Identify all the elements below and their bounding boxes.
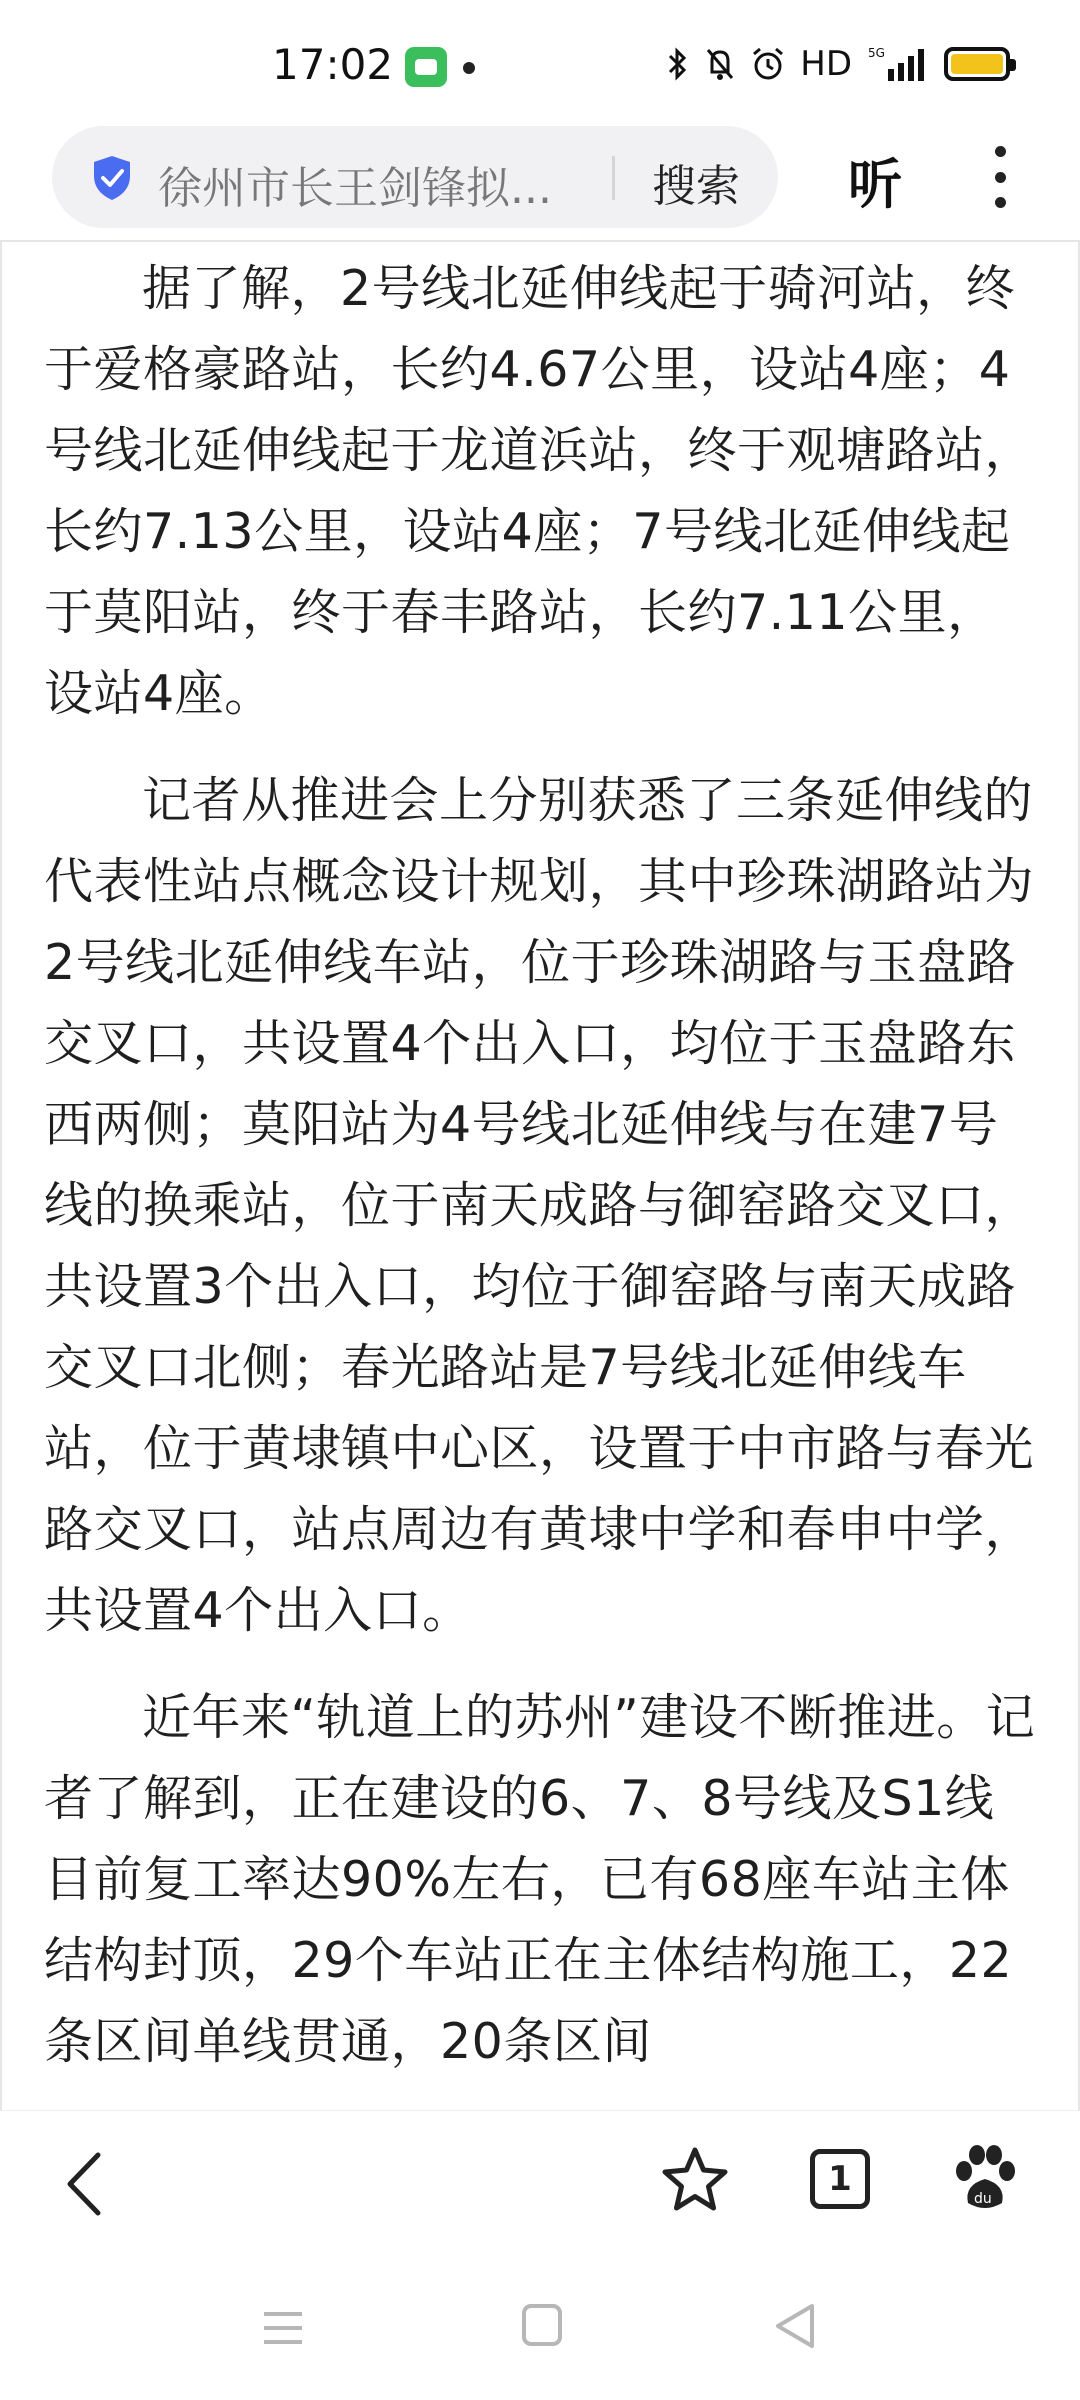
divider [612, 156, 615, 200]
browser-toolbar [0, 120, 1080, 240]
article-paragraph: 近年来“轨道上的苏州”建设不断推进。记者了解到，正在建设的6、7、8号线及S1线目前复工率达90%左右，已有68座车站主体结构封顶，29个车站正在主体结构施工，22条区间单线贯通，20条区间 [44, 1689, 1036, 2070]
alarm-icon [750, 46, 786, 82]
more-menu-icon[interactable] [988, 146, 1012, 208]
tab-count: 1 [828, 2159, 852, 2199]
5g-signal-icon [866, 45, 930, 83]
article-content [0, 240, 1080, 2110]
page-title[interactable]: 徐州市长王剑锋拟... [158, 163, 552, 214]
bottom-toolbar [0, 2110, 1080, 2250]
mute-bell-icon [704, 46, 736, 82]
home-square-icon[interactable] [522, 2304, 562, 2346]
message-app-icon [405, 47, 447, 87]
notification-dot-icon [463, 62, 475, 74]
status-bar [0, 0, 1080, 120]
address-bar[interactable] [52, 126, 778, 228]
back-triangle-icon[interactable] [772, 2302, 816, 2350]
back-arrow-icon[interactable] [60, 2149, 110, 2219]
security-shield-icon [90, 154, 134, 202]
system-navigation-bar [0, 2250, 1080, 2400]
hd-label: HD [800, 44, 852, 84]
status-time: 17:02 [272, 40, 394, 89]
status-icons [666, 44, 1010, 84]
search-button[interactable]: 搜索 [652, 150, 740, 214]
article-paragraph: 记者从推进会上分别获悉了三条延伸线的代表性站点概念设计规划，其中珍珠湖路站为2号线北延伸线车站，位于珍珠湖路与玉盘路交叉口，共设置4个出入口，均位于玉盘路东西两侧；莫阳站为4号线北延伸线与在建7号线的换乘站，位于南天成路与御窑路交叉口，共设置3个出入口，均位于御窑路与南天成路交叉口北侧；春光路站是7号线北延伸线车站，位于黄埭镇中心区，设置于中市路与春光路交叉口，站点周边有黄埭中学和春申中学，共设置4个出入口。 [44, 772, 1035, 1639]
bookmark-star-icon[interactable] [660, 2145, 730, 2215]
listen-button[interactable]: 听 [848, 153, 902, 216]
menu-lines-icon[interactable] [262, 2310, 304, 2346]
svg-text:du: du [974, 2191, 992, 2207]
bluetooth-icon [666, 46, 690, 82]
svg-text:5G: 5G [868, 46, 885, 60]
battery-icon [944, 47, 1010, 81]
tabs-icon[interactable] [810, 2149, 870, 2209]
baidu-paw-icon[interactable] [950, 2143, 1020, 2217]
article-paragraph: 据了解，2号线北延伸线起于骑河站，终于爱格豪路站，长约4.67公里，设站4座；4号线北延伸线起于龙道浜站，终于观塘路站，长约7.13公里，设站4座；7号线北延伸线起于莫阳站，终于春丰路站，长约7.11公里，设站4座。 [44, 260, 1035, 722]
